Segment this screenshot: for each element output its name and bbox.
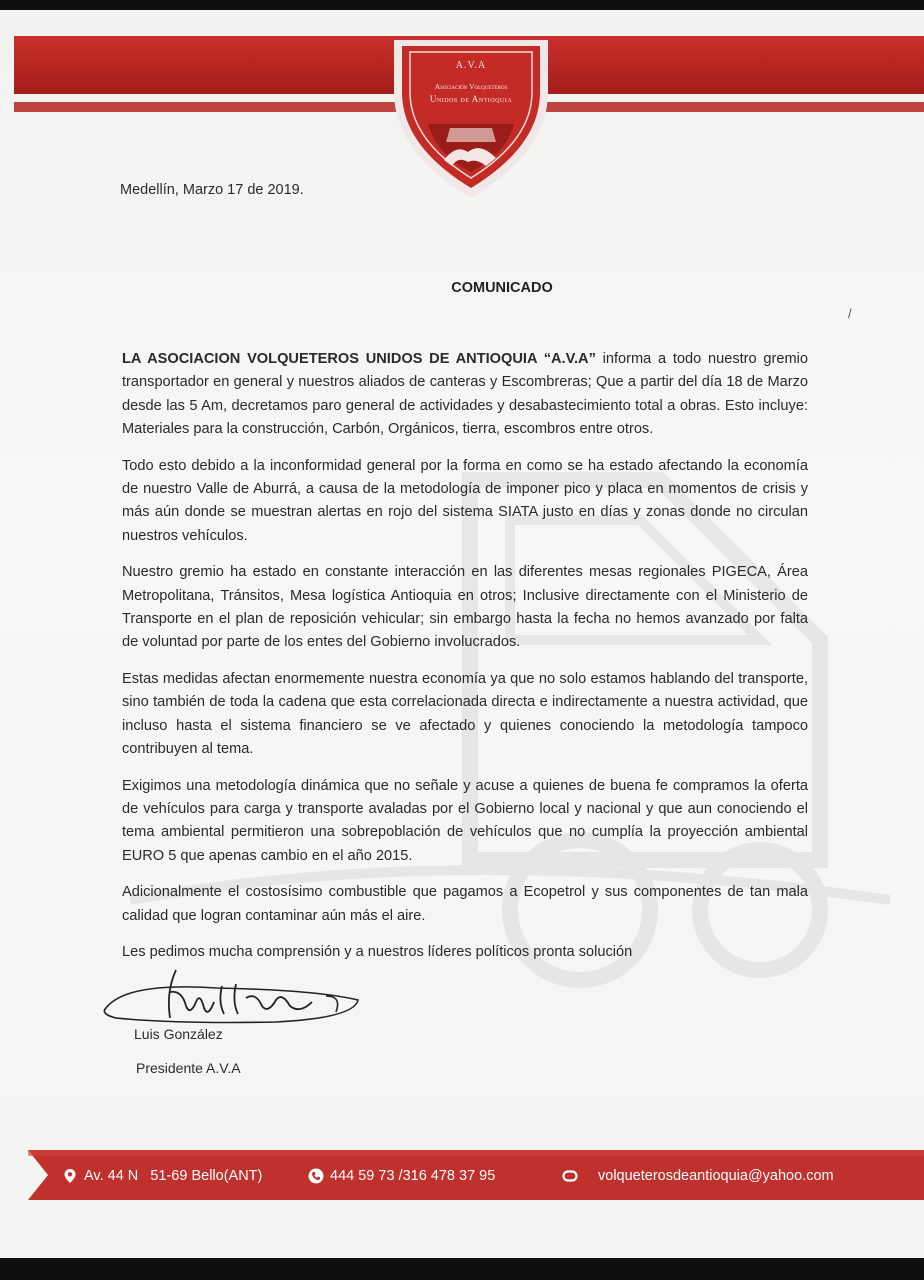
paragraph-6: Les pedimos mucha comprensión y a nuestros líderes políticos pronta solución	[122, 943, 633, 960]
footer-email-text: volqueterosdeantioquia@yahoo.com	[598, 1168, 834, 1184]
logo-subtitle-1: Asociación Volqueteros	[434, 82, 508, 91]
logo-subtitle-2: Unidos de Antioquia	[429, 94, 513, 104]
footer-email	[562, 1165, 834, 1187]
signer-name: Luis González	[134, 1026, 223, 1042]
phone-icon	[308, 1168, 324, 1184]
logo-title: A.V.A	[455, 60, 487, 71]
paragraph-1: Todo esto debido a la inconformidad general por la forma en como se ha estado afectando la economía de nuestro Valle de Aburrá, a causa de la metodología de imponer pico y placa en momentos de crisis y más aún donde se muestran alertas en rojo del sistema SIATA justo en días y zonas donde no circulan nuestros vehículos.	[122, 457, 808, 544]
footer-address-text: Av. 44 N 51-69 Bello(ANT)	[84, 1168, 263, 1184]
signer-role: Presidente A.V.A	[136, 1060, 241, 1076]
lead-paragraph	[122, 348, 808, 442]
footer-phone	[308, 1165, 495, 1187]
letter-date: Medellín, Marzo 17 de 2019.	[120, 182, 304, 198]
footer-banner	[28, 1150, 924, 1200]
letter-body	[122, 348, 808, 977]
lead-text: informa a todo nuestro gremio transportador en general y nuestros aliados de canteras y Escombreras; Que a partir del día 18 de Marzo desde las 5 Am, decretamos paro general de actividades y desabastecimiento total a obras. Esto incluye: Materiales para la construcción, Carbón, Orgánicos, tierra, escombros entre otros.	[122, 351, 808, 438]
location-pin-icon	[62, 1168, 78, 1184]
letter-title: COMUNICADO	[451, 280, 553, 296]
ava-shield-logo	[388, 32, 554, 202]
paragraph-3: Estas medidas afectan enormemente nuestra economía ya que no solo estamos hablando del transporte, sino también de toda la cadena que esta correlacionada directa e indirectamente a nuestra actividad, que incluso hasta el sistema financiero se ve afectado y quienes conociendo la metodología tampoco contribuyen al tema.	[122, 670, 808, 758]
footer-phone-text: 444 59 73 /316 478 37 95	[330, 1168, 496, 1184]
letter-sheet	[0, 10, 924, 1258]
paragraph-2: Nuestro gremio ha estado en constante interacción en las diferentes mesas regionales PIGECA, Área Metropolitana, Tránsitos, Mesa logística Antioquia en otros; Inclusive directamente con el Ministerio de Transporte en el plan de reposición vehicular; sin embargo hasta la fecha no hemos avanzado por falta de voluntad por parte de los entes del Gobierno involucrados.	[122, 564, 808, 651]
paragraph-5: Adicionalmente el costosísimo combustible que pagamos a Ecopetrol y sus componentes de tan mala calidad que logran contaminar aún más el aire.	[122, 884, 808, 924]
email-icon	[562, 1168, 578, 1184]
stray-mark: /	[848, 306, 852, 321]
footer-address	[62, 1165, 262, 1187]
lead-bold-text: LA ASOCIACION VOLQUETEROS UNIDOS DE ANTIOQUIA “A.V.A”	[122, 351, 596, 367]
paragraph-4: Exigimos una metodología dinámica que no señale y acuse a quienes de buena fe compramos la oferta de vehículos para carga y transporte avaladas por el Gobierno local y nacional y que aun conociendo el tema ambiental permitieron una sobrepoblación de vehículos que no cumplía la proyección ambiental EURO 5 que apenas cambio en el año 2015.	[122, 777, 808, 864]
